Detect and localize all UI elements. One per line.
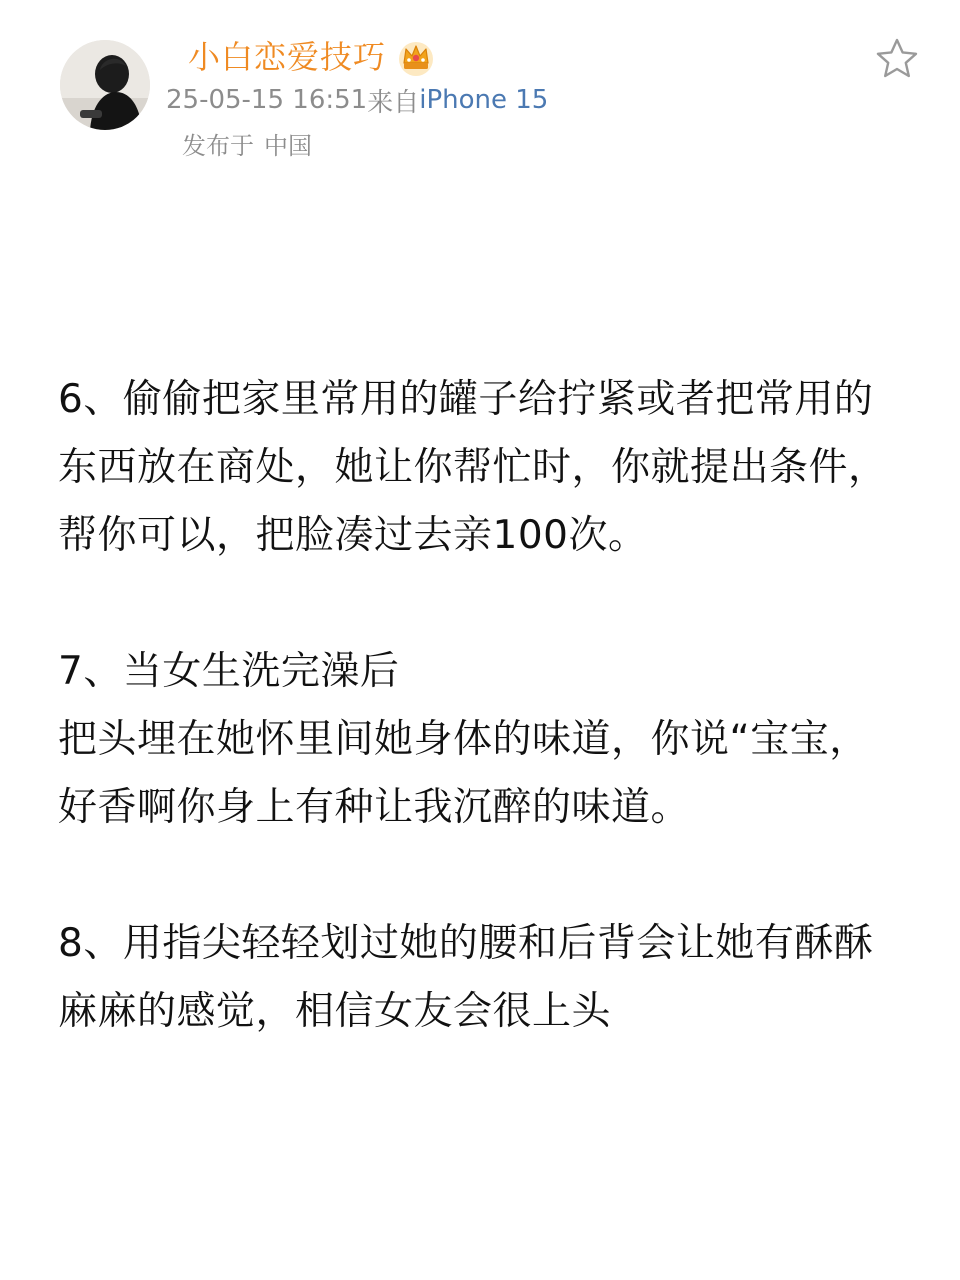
paragraph-line: 把头埋在她怀里间她身体的味道，你说“宝宝， bbox=[58, 717, 869, 762]
source-prefix: 来自 bbox=[367, 87, 420, 118]
paragraph-line: 东西放在商处，她让你帮忙时，你就提出条件， bbox=[58, 445, 888, 490]
author-name[interactable]: 小白恋爱技巧 bbox=[188, 38, 387, 76]
location-value: 中国 bbox=[264, 132, 312, 160]
favorite-star-icon[interactable] bbox=[874, 36, 920, 82]
tip-paragraph-6 bbox=[58, 366, 918, 570]
paragraph-line: 帮你可以，把脸凑过去亲100次。 bbox=[58, 513, 648, 558]
post-timestamp: 25-05-15 16:51 bbox=[166, 85, 368, 115]
paragraph-line: 好香啊你身上有种让我沉醉的味道。 bbox=[58, 785, 691, 830]
paragraph-spacer bbox=[58, 570, 918, 638]
author-row bbox=[188, 34, 436, 80]
avatar-photo-icon bbox=[60, 40, 150, 130]
author-avatar[interactable] bbox=[60, 40, 150, 130]
paragraph-spacer bbox=[58, 842, 918, 910]
post-location bbox=[182, 128, 312, 164]
paragraph-line: 6、偷偷把家里常用的罐子给拧紧或者把常用的 bbox=[58, 377, 874, 422]
crown-icon bbox=[396, 37, 436, 77]
tip-paragraph-8 bbox=[58, 910, 918, 1046]
paragraph-line: 麻麻的感觉，相信女友会很上头 bbox=[58, 989, 612, 1034]
post-meta bbox=[166, 80, 548, 120]
post-header bbox=[0, 0, 960, 180]
paragraph-line: 8、用指尖轻轻划过她的腰和后背会让她有酥酥 bbox=[58, 921, 874, 966]
post-body bbox=[58, 366, 918, 1046]
paragraph-line: 7、当女生洗完澡后 bbox=[58, 649, 400, 694]
source-device-link[interactable]: iPhone 15 bbox=[419, 85, 549, 115]
tip-paragraph-7 bbox=[58, 638, 918, 842]
location-label: 发布于 bbox=[182, 132, 254, 160]
